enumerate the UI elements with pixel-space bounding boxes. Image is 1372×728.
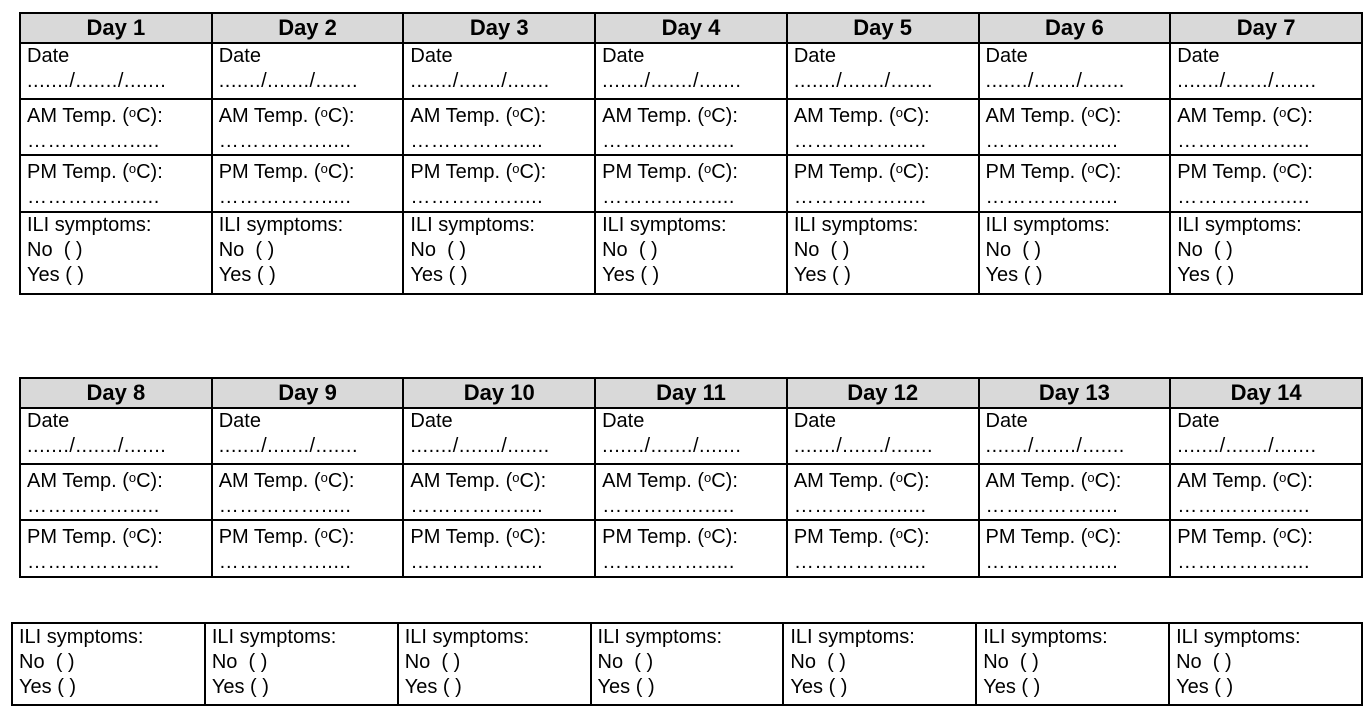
date-label: Date bbox=[410, 410, 453, 432]
am-temp-label: AM Temp. ($^o$C): bbox=[1177, 470, 1313, 492]
pm-temp-cell[interactable] bbox=[595, 155, 787, 212]
day-header: Day 7 bbox=[1170, 13, 1362, 43]
week-1-date-row bbox=[20, 43, 1362, 99]
am-temp-blank[interactable]: ……………..... bbox=[985, 130, 1119, 152]
ili-no-option[interactable]: No ( ) bbox=[218, 239, 275, 261]
am-temp-label: AM Temp. ($^o$C): bbox=[27, 470, 163, 492]
ili-yes-option[interactable]: Yes ( ) bbox=[211, 676, 269, 698]
date-cell[interactable] bbox=[595, 43, 787, 99]
ili-yes-option[interactable]: Yes ( ) bbox=[27, 264, 85, 286]
ili-no-option[interactable]: No ( ) bbox=[404, 651, 461, 673]
am-temp-label: AM Temp. ($^o$C): bbox=[27, 105, 163, 127]
am-temp-label: AM Temp. ($^o$C): bbox=[218, 105, 355, 127]
date-cell[interactable] bbox=[787, 408, 979, 464]
date-cell[interactable] bbox=[979, 408, 1171, 464]
date-label: Date bbox=[1177, 45, 1220, 67]
week-2-header-row bbox=[20, 378, 1362, 408]
am-temp-cell[interactable] bbox=[1170, 99, 1362, 155]
date-label: Date bbox=[793, 45, 837, 67]
am-temp-cell[interactable] bbox=[595, 99, 787, 155]
ili-no-option[interactable]: No ( ) bbox=[410, 239, 466, 261]
ili-yes-option[interactable]: Yes ( ) bbox=[218, 264, 276, 286]
pm-temp-label: PM Temp. ($^o$C): bbox=[602, 161, 738, 183]
am-temp-blank[interactable]: ……………..... bbox=[602, 495, 735, 517]
date-cell[interactable] bbox=[979, 43, 1171, 99]
pm-temp-label: PM Temp. ($^o$C): bbox=[218, 161, 355, 183]
date-label: Date bbox=[27, 45, 70, 67]
am-temp-blank[interactable]: ……………..... bbox=[410, 495, 544, 517]
pm-temp-label: PM Temp. ($^o$C): bbox=[27, 526, 163, 548]
pm-temp-label: PM Temp. ($^o$C): bbox=[27, 161, 163, 183]
ili-yes-option[interactable]: Yes ( ) bbox=[983, 676, 1041, 698]
day-header: Day 9 bbox=[212, 378, 404, 408]
date-blank[interactable]: ......./......./....... bbox=[27, 70, 167, 92]
week-2-ili-row bbox=[12, 623, 1362, 705]
date-blank[interactable]: ......./......./....... bbox=[985, 435, 1125, 457]
pm-temp-blank[interactable]: ……………..... bbox=[602, 186, 735, 208]
pm-temp-blank[interactable]: ……………..... bbox=[793, 186, 927, 208]
am-temp-blank[interactable]: ……………..... bbox=[27, 130, 160, 152]
ili-label: ILI symptoms: bbox=[602, 214, 727, 236]
week-1-ili-row bbox=[20, 212, 1362, 294]
am-temp-blank[interactable]: ……………..... bbox=[793, 495, 927, 517]
ili-no-option[interactable]: No ( ) bbox=[602, 239, 658, 261]
am-temp-blank[interactable]: ……………..... bbox=[1177, 130, 1311, 152]
day-header: Day 12 bbox=[787, 378, 979, 408]
date-label: Date bbox=[218, 410, 261, 432]
week-1-table bbox=[19, 12, 1363, 295]
ili-no-option[interactable]: No ( ) bbox=[983, 651, 1039, 673]
ili-no-option[interactable]: No ( ) bbox=[19, 651, 75, 673]
date-cell[interactable] bbox=[212, 43, 404, 99]
ili-label: ILI symptoms: bbox=[1176, 626, 1301, 648]
date-cell[interactable] bbox=[403, 43, 595, 99]
ili-no-option[interactable]: No ( ) bbox=[211, 651, 268, 673]
ili-cell bbox=[1170, 212, 1362, 294]
date-blank[interactable]: ......./......./....... bbox=[1177, 70, 1317, 92]
am-temp-label: AM Temp. ($^o$C): bbox=[985, 470, 1122, 492]
date-blank[interactable]: ......./......./....... bbox=[602, 435, 742, 457]
ili-cell bbox=[20, 212, 212, 294]
date-blank[interactable]: ......./......./....... bbox=[218, 435, 359, 457]
date-blank[interactable]: ......./......./....... bbox=[1177, 435, 1317, 457]
ili-cell bbox=[979, 212, 1171, 294]
pm-temp-cell[interactable] bbox=[787, 155, 979, 212]
week-2-table bbox=[19, 377, 1363, 578]
date-blank[interactable]: ......./......./....... bbox=[27, 435, 167, 457]
date-cell[interactable] bbox=[403, 408, 595, 464]
am-temp-cell[interactable] bbox=[787, 99, 979, 155]
am-temp-blank[interactable]: ……………..... bbox=[793, 130, 927, 152]
ili-no-option[interactable]: No ( ) bbox=[1177, 239, 1233, 261]
pm-temp-cell[interactable] bbox=[20, 520, 212, 577]
ili-yes-option[interactable]: Yes ( ) bbox=[410, 264, 468, 286]
ili-no-option[interactable]: No ( ) bbox=[793, 239, 850, 261]
ili-cell bbox=[591, 623, 784, 705]
pm-temp-blank[interactable]: ……………..... bbox=[218, 551, 352, 573]
date-blank[interactable]: ......./......./....... bbox=[985, 70, 1125, 92]
day-header: Day 4 bbox=[595, 13, 787, 43]
ili-no-option[interactable]: No ( ) bbox=[985, 239, 1042, 261]
ili-label: ILI symptoms: bbox=[1177, 214, 1302, 236]
pm-temp-label: PM Temp. ($^o$C): bbox=[985, 526, 1122, 548]
date-cell[interactable] bbox=[595, 408, 787, 464]
date-cell[interactable] bbox=[20, 408, 212, 464]
pm-temp-blank[interactable]: ……………..... bbox=[985, 551, 1119, 573]
am-temp-label: AM Temp. ($^o$C): bbox=[793, 105, 930, 127]
week-2-date-row bbox=[20, 408, 1362, 464]
pm-temp-cell[interactable] bbox=[787, 520, 979, 577]
pm-temp-blank[interactable]: ……………..... bbox=[602, 551, 735, 573]
ili-no-option[interactable]: No ( ) bbox=[790, 651, 846, 673]
date-blank[interactable]: ......./......./....... bbox=[410, 435, 550, 457]
date-cell[interactable] bbox=[1170, 408, 1362, 464]
am-temp-label: AM Temp. ($^o$C): bbox=[410, 470, 547, 492]
week-1-header-row bbox=[20, 13, 1362, 43]
am-temp-cell[interactable] bbox=[20, 464, 212, 520]
day-header: Day 10 bbox=[403, 378, 595, 408]
pm-temp-cell[interactable] bbox=[979, 520, 1171, 577]
ili-cell bbox=[595, 212, 787, 294]
date-label: Date bbox=[218, 45, 261, 67]
date-label: Date bbox=[602, 45, 645, 67]
date-label: Date bbox=[410, 45, 453, 67]
pm-temp-cell[interactable] bbox=[20, 155, 212, 212]
date-cell[interactable] bbox=[212, 408, 404, 464]
ili-cell bbox=[12, 623, 205, 705]
am-temp-blank[interactable]: ……………..... bbox=[218, 130, 352, 152]
date-blank[interactable]: ......./......./....... bbox=[218, 70, 359, 92]
ili-yes-option[interactable]: Yes ( ) bbox=[1177, 264, 1235, 286]
am-temp-cell[interactable] bbox=[20, 99, 212, 155]
day-header: Day 8 bbox=[20, 378, 212, 408]
pm-temp-label: PM Temp. ($^o$C): bbox=[410, 161, 547, 183]
date-cell[interactable] bbox=[20, 43, 212, 99]
date-label: Date bbox=[602, 410, 645, 432]
date-blank[interactable]: ......./......./....... bbox=[410, 70, 550, 92]
ili-yes-option[interactable]: Yes ( ) bbox=[19, 676, 77, 698]
ili-cell bbox=[976, 623, 1169, 705]
am-temp-blank[interactable]: ……………..... bbox=[1177, 495, 1311, 517]
pm-temp-cell[interactable] bbox=[403, 155, 595, 212]
pm-temp-cell[interactable] bbox=[595, 520, 787, 577]
am-temp-cell[interactable] bbox=[403, 99, 595, 155]
ili-cell bbox=[787, 212, 979, 294]
ili-label: ILI symptoms: bbox=[410, 214, 535, 236]
pm-temp-blank[interactable]: ……………..... bbox=[410, 551, 544, 573]
date-label: Date bbox=[27, 410, 70, 432]
am-temp-label: AM Temp. ($^o$C): bbox=[602, 470, 738, 492]
pm-temp-cell[interactable] bbox=[212, 155, 404, 212]
day-header: Day 13 bbox=[979, 378, 1171, 408]
pm-temp-label: PM Temp. ($^o$C): bbox=[793, 161, 930, 183]
day-header: Day 3 bbox=[403, 13, 595, 43]
am-temp-cell[interactable] bbox=[979, 99, 1171, 155]
pm-temp-cell[interactable] bbox=[979, 155, 1171, 212]
am-temp-blank[interactable]: ……………..... bbox=[27, 495, 160, 517]
am-temp-blank[interactable]: ……………..... bbox=[218, 495, 352, 517]
am-temp-blank[interactable]: ……………..... bbox=[985, 495, 1119, 517]
week-2-am-row bbox=[20, 464, 1362, 520]
ili-yes-option[interactable]: Yes ( ) bbox=[790, 676, 848, 698]
ili-cell bbox=[212, 212, 404, 294]
pm-temp-blank[interactable]: ……………..... bbox=[27, 551, 160, 573]
date-blank[interactable]: ......./......./....... bbox=[602, 70, 742, 92]
week-2-pm-row bbox=[20, 520, 1362, 577]
pm-temp-blank[interactable]: ……………..... bbox=[27, 186, 160, 208]
day-header: Day 1 bbox=[20, 13, 212, 43]
am-temp-label: AM Temp. ($^o$C): bbox=[218, 470, 355, 492]
day-header: Day 2 bbox=[212, 13, 404, 43]
am-temp-cell[interactable] bbox=[403, 464, 595, 520]
am-temp-blank[interactable]: ……………..... bbox=[602, 130, 735, 152]
ili-label: ILI symptoms: bbox=[597, 626, 723, 648]
ili-label: ILI symptoms: bbox=[985, 214, 1110, 236]
date-label: Date bbox=[985, 45, 1028, 67]
pm-temp-blank[interactable]: ……………..... bbox=[218, 186, 352, 208]
ili-cell bbox=[403, 212, 595, 294]
am-temp-label: AM Temp. ($^o$C): bbox=[602, 105, 738, 127]
pm-temp-blank[interactable]: ……………..... bbox=[1177, 186, 1311, 208]
am-temp-label: AM Temp. ($^o$C): bbox=[410, 105, 547, 127]
pm-temp-label: PM Temp. ($^o$C): bbox=[218, 526, 355, 548]
week-1-pm-row bbox=[20, 155, 1362, 212]
am-temp-cell[interactable] bbox=[787, 464, 979, 520]
am-temp-cell[interactable] bbox=[595, 464, 787, 520]
pm-temp-label: PM Temp. ($^o$C): bbox=[602, 526, 738, 548]
ili-yes-option[interactable]: Yes ( ) bbox=[793, 264, 851, 286]
day-header: Day 11 bbox=[595, 378, 787, 408]
ili-yes-option[interactable]: Yes ( ) bbox=[404, 676, 462, 698]
date-cell[interactable] bbox=[1170, 43, 1362, 99]
date-blank[interactable]: ......./......./....... bbox=[793, 70, 934, 92]
pm-temp-label: PM Temp. ($^o$C): bbox=[1177, 161, 1313, 183]
pm-temp-cell[interactable] bbox=[212, 520, 404, 577]
pm-temp-blank[interactable]: ……………..... bbox=[410, 186, 544, 208]
ili-cell bbox=[205, 623, 398, 705]
pm-temp-label: PM Temp. ($^o$C): bbox=[1177, 526, 1313, 548]
ili-label: ILI symptoms: bbox=[983, 626, 1108, 648]
am-temp-cell[interactable] bbox=[212, 464, 404, 520]
week-1-am-row bbox=[20, 99, 1362, 155]
pm-temp-label: PM Temp. ($^o$C): bbox=[985, 161, 1122, 183]
pm-temp-blank[interactable]: ……………..... bbox=[793, 551, 927, 573]
am-temp-blank[interactable]: ……………..... bbox=[410, 130, 544, 152]
date-label: Date bbox=[985, 410, 1028, 432]
ili-cell bbox=[783, 623, 976, 705]
ili-label: ILI symptoms: bbox=[19, 626, 144, 648]
ili-no-option[interactable]: No ( ) bbox=[1176, 651, 1232, 673]
ili-no-option[interactable]: No ( ) bbox=[597, 651, 654, 673]
day-header: Day 14 bbox=[1170, 378, 1362, 408]
am-temp-cell[interactable] bbox=[212, 99, 404, 155]
pm-temp-cell[interactable] bbox=[1170, 520, 1362, 577]
am-temp-label: AM Temp. ($^o$C): bbox=[985, 105, 1122, 127]
ili-yes-option[interactable]: Yes ( ) bbox=[1176, 676, 1234, 698]
ili-cell bbox=[398, 623, 591, 705]
date-label: Date bbox=[793, 410, 837, 432]
date-cell[interactable] bbox=[787, 43, 979, 99]
pm-temp-label: PM Temp. ($^o$C): bbox=[793, 526, 930, 548]
am-temp-label: AM Temp. ($^o$C): bbox=[793, 470, 930, 492]
ili-label: ILI symptoms: bbox=[27, 214, 152, 236]
am-temp-cell[interactable] bbox=[979, 464, 1171, 520]
am-temp-cell[interactable] bbox=[1170, 464, 1362, 520]
ili-yes-option[interactable]: Yes ( ) bbox=[597, 676, 655, 698]
pm-temp-blank[interactable]: ……………..... bbox=[1177, 551, 1311, 573]
ili-label: ILI symptoms: bbox=[790, 626, 915, 648]
pm-temp-label: PM Temp. ($^o$C): bbox=[410, 526, 547, 548]
ili-label: ILI symptoms: bbox=[404, 626, 530, 648]
ili-yes-option[interactable]: Yes ( ) bbox=[602, 264, 660, 286]
pm-temp-cell[interactable] bbox=[1170, 155, 1362, 212]
ili-label: ILI symptoms: bbox=[793, 214, 919, 236]
ili-label: ILI symptoms: bbox=[211, 626, 337, 648]
ili-cell bbox=[1169, 623, 1362, 705]
pm-temp-cell[interactable] bbox=[403, 520, 595, 577]
date-label: Date bbox=[1177, 410, 1220, 432]
day-header: Day 6 bbox=[979, 13, 1171, 43]
ili-label: ILI symptoms: bbox=[218, 214, 344, 236]
date-blank[interactable]: ......./......./....... bbox=[793, 435, 934, 457]
day-header: Day 5 bbox=[787, 13, 979, 43]
week-2-ili-table bbox=[11, 622, 1363, 706]
ili-no-option[interactable]: No ( ) bbox=[27, 239, 83, 261]
am-temp-label: AM Temp. ($^o$C): bbox=[1177, 105, 1313, 127]
pm-temp-blank[interactable]: ……………..... bbox=[985, 186, 1119, 208]
ili-yes-option[interactable]: Yes ( ) bbox=[985, 264, 1043, 286]
